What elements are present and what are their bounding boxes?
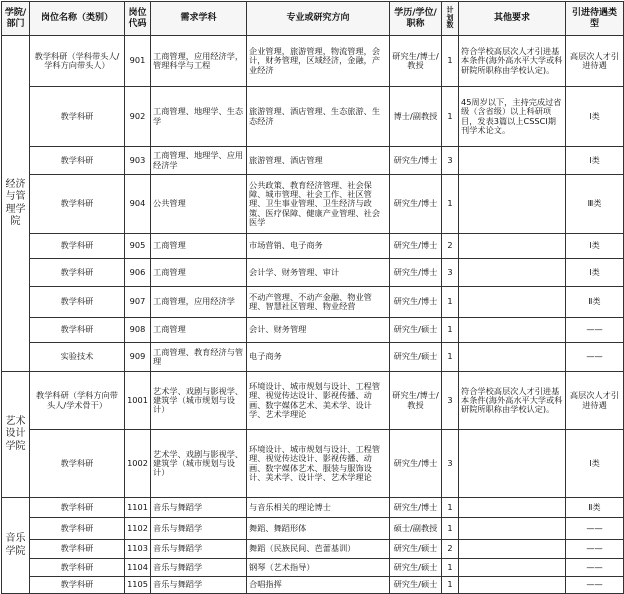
header-other: 其他要求 (459, 2, 566, 36)
subject-cell: 艺术学、戏剧与影视学、建筑学（城市规划与设计） (151, 430, 247, 498)
post-name-cell: 教学科研 (30, 87, 125, 147)
dept-cell: 艺术设计学院 (2, 372, 30, 498)
treatment-cell: Ⅲ类 (566, 175, 624, 234)
degree-cell: 博士/副教授 (390, 87, 442, 147)
subject-cell: 工商管理 (151, 259, 247, 287)
table-row (2, 498, 624, 518)
subject-cell: 工商管理、教育经济与管理 (151, 343, 247, 372)
subject-cell: 工商管理，应用经济学，管理科学与工程 (151, 36, 247, 87)
treatment-cell: —— (566, 318, 624, 343)
count-cell: 1 (442, 559, 459, 577)
count-cell: 3 (442, 430, 459, 498)
count-cell: 1 (442, 287, 459, 318)
major-cell: 市场营销、电子商务 (247, 234, 390, 259)
count-cell: 1 (442, 343, 459, 372)
major-cell: 合唱指挥 (247, 577, 390, 594)
post-name-cell: 教学科研 (30, 259, 125, 287)
major-cell: 公共政策、教育经济管理、社会保障、城市管理、社会工作、社区管理、卫生事业管理、卫生经济与政策、医疗保障、健康产业管理、社会医学 (247, 175, 390, 234)
major-cell: 与音乐相关的理论博士 (247, 498, 390, 518)
other-cell (459, 518, 566, 540)
post-code-cell: 1001 (125, 372, 151, 430)
post-name-cell: 教学科研 (30, 430, 125, 498)
table-row (2, 259, 624, 287)
table-row (2, 430, 624, 498)
subject-cell: 音乐与舞蹈学 (151, 559, 247, 577)
degree-cell: 硕士/副教授 (390, 518, 442, 540)
other-cell: 符合学校高层次人才引进基本条件(海外高水平大学或科研院所职称由学校认定)。 (459, 36, 566, 87)
major-cell: 钢琴（艺术指导） (247, 559, 390, 577)
other-cell (459, 287, 566, 318)
subject-cell: 音乐与舞蹈学 (151, 518, 247, 540)
header-treatment: 引进待遇类型 (566, 2, 624, 36)
header-count: 计划数 (442, 2, 459, 36)
other-cell (459, 430, 566, 498)
table-row (2, 234, 624, 259)
major-cell: 旅游管理、酒店管理、生态旅游、生态经济 (247, 87, 390, 147)
count-cell: 1 (442, 87, 459, 147)
post-name-cell: 教学科研 (30, 147, 125, 175)
post-code-cell: 1105 (125, 577, 151, 594)
treatment-cell: —— (566, 559, 624, 577)
subject-cell: 音乐与舞蹈学 (151, 498, 247, 518)
other-cell (459, 147, 566, 175)
header-post-name: 岗位名称（类别） (30, 2, 125, 36)
table-row (2, 518, 624, 540)
count-cell: 3 (442, 147, 459, 175)
count-cell: 1 (442, 577, 459, 594)
table-row (2, 287, 624, 318)
degree-cell: 研究生/博士/教授 (390, 36, 442, 87)
post-code-cell: 1104 (125, 559, 151, 577)
header-degree: 学历/学位/职称 (390, 2, 442, 36)
degree-cell: 研究生/硕士 (390, 318, 442, 343)
count-cell: 3 (442, 372, 459, 430)
treatment-cell: Ⅱ类 (566, 498, 624, 518)
post-name-cell: 教学科研 (30, 234, 125, 259)
degree-cell: 研究生/博士 (390, 234, 442, 259)
degree-cell: 研究生/硕士 (390, 559, 442, 577)
post-name-cell: 教学科研 (30, 559, 125, 577)
count-cell: 2 (442, 540, 459, 559)
header-dept: 学院/部门 (2, 2, 30, 36)
dept-cell: 音乐学院 (2, 498, 30, 594)
treatment-cell: —— (566, 343, 624, 372)
degree-cell: 研究生/硕士 (390, 577, 442, 594)
post-code-cell: 909 (125, 343, 151, 372)
post-code-cell: 1103 (125, 540, 151, 559)
post-code-cell: 1101 (125, 498, 151, 518)
header-subject: 需求学科 (151, 2, 247, 36)
post-name-cell: 教学科研 (30, 287, 125, 318)
subject-cell: 工商管理 (151, 318, 247, 343)
post-name-cell: 教学科研 (30, 498, 125, 518)
post-code-cell: 903 (125, 147, 151, 175)
post-name-cell: 教学科研 (30, 540, 125, 559)
table-row (2, 36, 624, 87)
table-row (2, 343, 624, 372)
treatment-cell: Ⅱ类 (566, 287, 624, 318)
post-code-cell: 901 (125, 36, 151, 87)
count-cell: 3 (442, 259, 459, 287)
degree-cell: 研究生/硕士 (390, 540, 442, 559)
subject-cell: 公共管理 (151, 175, 247, 234)
treatment-cell: 高层次人才引进待遇 (566, 36, 624, 87)
degree-cell: 研究生/博士/教授 (390, 372, 442, 430)
other-cell: 45周岁以下，主持完成过省级（含省级）以上科研项目，发表3篇以上CSSCI期刊学术论文。 (459, 87, 566, 147)
degree-cell: 研究生/博士 (390, 175, 442, 234)
treatment-cell: Ⅰ类 (566, 430, 624, 498)
header-major: 专业或研究方向 (247, 2, 390, 36)
post-name-cell: 教学科研 (30, 518, 125, 540)
treatment-cell: —— (566, 540, 624, 559)
count-cell: 1 (442, 498, 459, 518)
other-cell (459, 343, 566, 372)
post-name-cell: 教学科研（学科方向带头人/学术骨干） (30, 372, 125, 430)
degree-cell: 研究生/博士 (390, 287, 442, 318)
degree-cell: 研究生/博士 (390, 259, 442, 287)
subject-cell: 工商管理 (151, 234, 247, 259)
treatment-cell: Ⅰ类 (566, 234, 624, 259)
major-cell: 舞蹈（民族民间、芭蕾基训） (247, 540, 390, 559)
table-row (2, 540, 624, 559)
post-code-cell: 908 (125, 318, 151, 343)
post-code-cell: 902 (125, 87, 151, 147)
other-cell (459, 559, 566, 577)
subject-cell: 工商管理，应用经济学 (151, 287, 247, 318)
subject-cell: 音乐与舞蹈学 (151, 540, 247, 559)
recruitment-table (1, 1, 624, 594)
major-cell: 会计学、财务管理、审计 (247, 259, 390, 287)
post-name-cell: 教学科研 (30, 318, 125, 343)
treatment-cell: Ⅰ类 (566, 259, 624, 287)
count-cell: 2 (442, 234, 459, 259)
post-name-cell: 实验技术 (30, 343, 125, 372)
major-cell: 会计、财务管理 (247, 318, 390, 343)
major-cell: 电子商务 (247, 343, 390, 372)
count-cell: 1 (442, 175, 459, 234)
other-cell (459, 259, 566, 287)
post-code-cell: 904 (125, 175, 151, 234)
count-cell: 1 (442, 318, 459, 343)
other-cell (459, 540, 566, 559)
treatment-cell: —— (566, 577, 624, 594)
post-code-cell: 1102 (125, 518, 151, 540)
subject-cell: 工商管理、地理学、生态学 (151, 87, 247, 147)
dept-cell: 经济与管理学院 (2, 36, 30, 372)
table-row (2, 559, 624, 577)
count-cell: 1 (442, 36, 459, 87)
major-cell: 环境设计、城市规划与设计、工程管理、视觉传达设计、影视传播、动画、数字媒体艺术、服装与服饰设计、美术学、设计学、艺术学理论 (247, 430, 390, 498)
post-name-cell: 教学科研 (30, 175, 125, 234)
table-row (2, 318, 624, 343)
subject-cell: 音乐与舞蹈学 (151, 577, 247, 594)
major-cell: 不动产管理、不动产金融、物业管理、智慧社区管理、物业经营 (247, 287, 390, 318)
treatment-cell: Ⅰ类 (566, 87, 624, 147)
header-post-code: 岗位代码 (125, 2, 151, 36)
treatment-cell: Ⅰ类 (566, 147, 624, 175)
post-code-cell: 906 (125, 259, 151, 287)
post-name-cell: 教学科研 (30, 577, 125, 594)
degree-cell: 研究生/博士 (390, 147, 442, 175)
post-name-cell: 教学科研（学科带头人/学科方向带头人） (30, 36, 125, 87)
degree-cell: 研究生/博士 (390, 430, 442, 498)
other-cell (459, 318, 566, 343)
subject-cell: 艺术学、戏剧与影视学、建筑学（城市规划与设计） (151, 372, 247, 430)
table-row (2, 372, 624, 430)
degree-cell: 研究生/硕士 (390, 343, 442, 372)
subject-cell: 工商管理、地理学、应用经济学 (151, 147, 247, 175)
degree-cell: 研究生/博士 (390, 498, 442, 518)
header-row (2, 2, 624, 36)
other-cell (459, 234, 566, 259)
treatment-cell: —— (566, 518, 624, 540)
major-cell: 企业管理，旅游管理，物流管理，会计，财务管理，区域经济，金融，产业经济 (247, 36, 390, 87)
table-row (2, 87, 624, 147)
table-row (2, 175, 624, 234)
major-cell: 舞蹈、舞蹈形体 (247, 518, 390, 540)
treatment-cell: 高层次人才引进待遇 (566, 372, 624, 430)
post-code-cell: 905 (125, 234, 151, 259)
major-cell: 旅游管理、酒店管理 (247, 147, 390, 175)
other-cell (459, 175, 566, 234)
post-code-cell: 907 (125, 287, 151, 318)
count-cell: 1 (442, 518, 459, 540)
major-cell: 环境设计、城市规划与设计、工程管理、视觉传达设计、影视传播、动画、数字媒体艺术、美术学、设计学、艺术学理论 (247, 372, 390, 430)
other-cell (459, 498, 566, 518)
post-code-cell: 1002 (125, 430, 151, 498)
table-row (2, 147, 624, 175)
other-cell: 符合学校高层次人才引进基本条件(海外高水平大学或科研院所职称由学校认定)。 (459, 372, 566, 430)
